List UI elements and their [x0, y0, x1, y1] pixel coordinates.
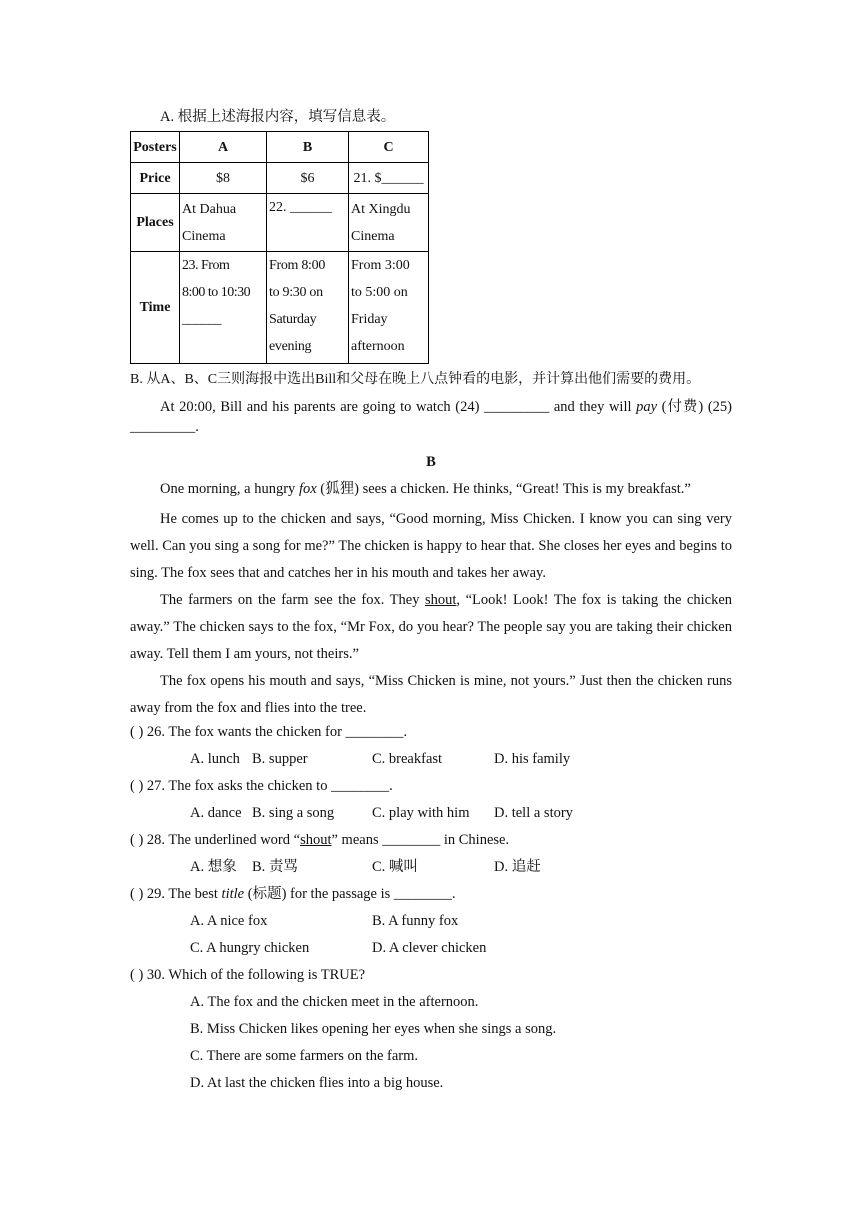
- q27-option-b[interactable]: B. sing a song: [252, 805, 335, 821]
- places-a-line2: Cinema: [182, 228, 226, 244]
- q28-stem-b: ” means ________ in Chinese.: [331, 832, 510, 848]
- q28-option-a[interactable]: A. 想象: [190, 859, 237, 875]
- time-b-line4: evening: [269, 339, 312, 354]
- q28-stem-a: ( ) 28. The underlined word “: [130, 832, 301, 848]
- time-c-line1: From 3:00: [351, 258, 410, 273]
- question-27: ( ) 27. The fox asks the chicken to ________.: [130, 778, 393, 794]
- places-b[interactable]: 22. ______: [267, 194, 349, 252]
- q30-option-a[interactable]: A. The fox and the chicken meet in the afternoon.: [190, 994, 479, 1010]
- price-c: [349, 163, 429, 194]
- shout-word: shout: [425, 592, 457, 608]
- time-b: [267, 252, 349, 364]
- question-26: ( ) 26. The fox wants the chicken for ________.: [130, 724, 408, 740]
- p1-part-a: One morning, a hungry: [160, 481, 299, 497]
- places-c: [349, 194, 429, 252]
- time-c-line2: to 5:00 on: [351, 285, 408, 300]
- time-a-blank[interactable]: ______: [182, 312, 221, 327]
- q29-option-a[interactable]: A. A nice fox: [190, 913, 268, 929]
- q29-stem-b: (标题) for the passage is ________.: [244, 886, 456, 902]
- q29-title-word: title: [221, 886, 245, 902]
- q29-option-c[interactable]: C. A hungry chicken: [190, 940, 310, 956]
- header-posters: Posters: [131, 132, 180, 163]
- q26-option-c[interactable]: C. breakfast: [372, 751, 443, 767]
- time-c-line3: Friday: [351, 312, 388, 327]
- section-b-sentence: [130, 397, 732, 437]
- time-b-line3: Saturday: [269, 312, 317, 327]
- row-label-places: Places: [131, 194, 180, 252]
- q26-option-d[interactable]: D. his family: [494, 751, 571, 767]
- time-c: [349, 252, 429, 364]
- time-b-line1: From 8:00: [269, 258, 326, 273]
- sentence-part2: (25) _________.: [130, 399, 733, 435]
- section-b-instruction: B. 从A、B、C三则海报中选出Bill和父母在晚上八点钟看的电影，并计算出他们需要的费用。: [130, 372, 701, 387]
- header-c: C: [349, 132, 429, 163]
- header-a: A: [180, 132, 267, 163]
- q27-option-c[interactable]: C. play with him: [372, 805, 470, 821]
- q26-option-a[interactable]: A. lunch: [190, 751, 240, 767]
- p1-part-b: (狐狸) sees a chicken. He thinks, “Great! This is my breakfast.”: [316, 481, 691, 497]
- q30-option-b[interactable]: B. Miss Chicken likes opening her eyes when she sings a song.: [190, 1021, 557, 1037]
- passage-paragraph-3: [130, 587, 732, 668]
- places-c-line1: At Xingdu: [351, 201, 411, 217]
- price-b: $6: [267, 163, 349, 194]
- price-c-blank[interactable]: ______: [381, 170, 424, 186]
- q29-option-d[interactable]: D. A clever chicken: [372, 940, 487, 956]
- sentence-part1: At 20:00, Bill and his parents are going to watch (24) _________ and they will: [160, 399, 637, 415]
- question-30: ( ) 30. Which of the following is TRUE?: [130, 967, 366, 983]
- q26-option-b[interactable]: B. supper: [252, 751, 308, 767]
- q29-stem-a: ( ) 29. The best: [130, 886, 222, 902]
- fox-word: fox: [298, 481, 317, 497]
- time-a-line1: 23. From: [182, 258, 230, 273]
- time-a: [180, 252, 267, 364]
- pay-gloss: (付费): [657, 399, 704, 415]
- question-28: [130, 830, 509, 850]
- q27-option-d[interactable]: D. tell a story: [494, 805, 573, 821]
- places-c-line2: Cinema: [351, 228, 395, 244]
- section-a-instruction: A. 根据上述海报内容，填写信息表。: [160, 109, 396, 125]
- info-table: [130, 131, 429, 364]
- p3-part-a: The farmers on the farm see the fox. They: [160, 592, 425, 608]
- places-a-line1: At Dahua: [182, 201, 237, 217]
- time-a-line2: 8:00 to 10:30: [182, 285, 251, 300]
- q28-shout-word: shout: [300, 832, 332, 848]
- q28-option-b[interactable]: B. 责骂: [252, 859, 298, 875]
- time-b-line2: to 9:30 on: [269, 285, 323, 300]
- p3-part-b: , “Look! Look! The fox is taking the chicken away.” The chicken says to the fox, “Mr Fox, do you hear? The people say you are taking their chicken away. Tell them I am yours, not theirs.”: [130, 592, 733, 662]
- price-c-prefix: 21. $: [353, 170, 382, 186]
- q28-option-d[interactable]: D. 追赶: [494, 859, 541, 875]
- header-b: B: [267, 132, 349, 163]
- passage-title: B: [426, 454, 436, 470]
- q29-option-b[interactable]: B. A funny fox: [372, 913, 459, 929]
- time-c-line4: afternoon: [351, 339, 405, 354]
- q30-option-d[interactable]: D. At last the chicken flies into a big house.: [190, 1075, 444, 1091]
- question-29: [130, 884, 456, 904]
- passage-paragraph-2: He comes up to the chicken and says, “Good morning, Miss Chicken. I know you can sing very well. Can you sing a song for me?” The chicken is happy to hear that. She closes her eyes and begins to sing. The fox sees that and catches her in his mouth and takes her away.: [130, 511, 732, 581]
- pay-word: pay: [636, 399, 658, 415]
- row-label-price: Price: [131, 163, 180, 194]
- passage-paragraph-1: [130, 479, 732, 499]
- q27-option-a[interactable]: A. dance: [190, 805, 242, 821]
- places-a: [180, 194, 267, 252]
- price-a: $8: [180, 163, 267, 194]
- passage-paragraph-4: The fox opens his mouth and says, “Miss Chicken is mine, not yours.” Just then the chicken runs away from the fox and flies into the tree.: [130, 673, 732, 716]
- q30-option-c[interactable]: C. There are some farmers on the farm.: [190, 1048, 419, 1064]
- q28-option-c[interactable]: C. 喊叫: [372, 859, 418, 875]
- row-label-time: Time: [131, 252, 180, 364]
